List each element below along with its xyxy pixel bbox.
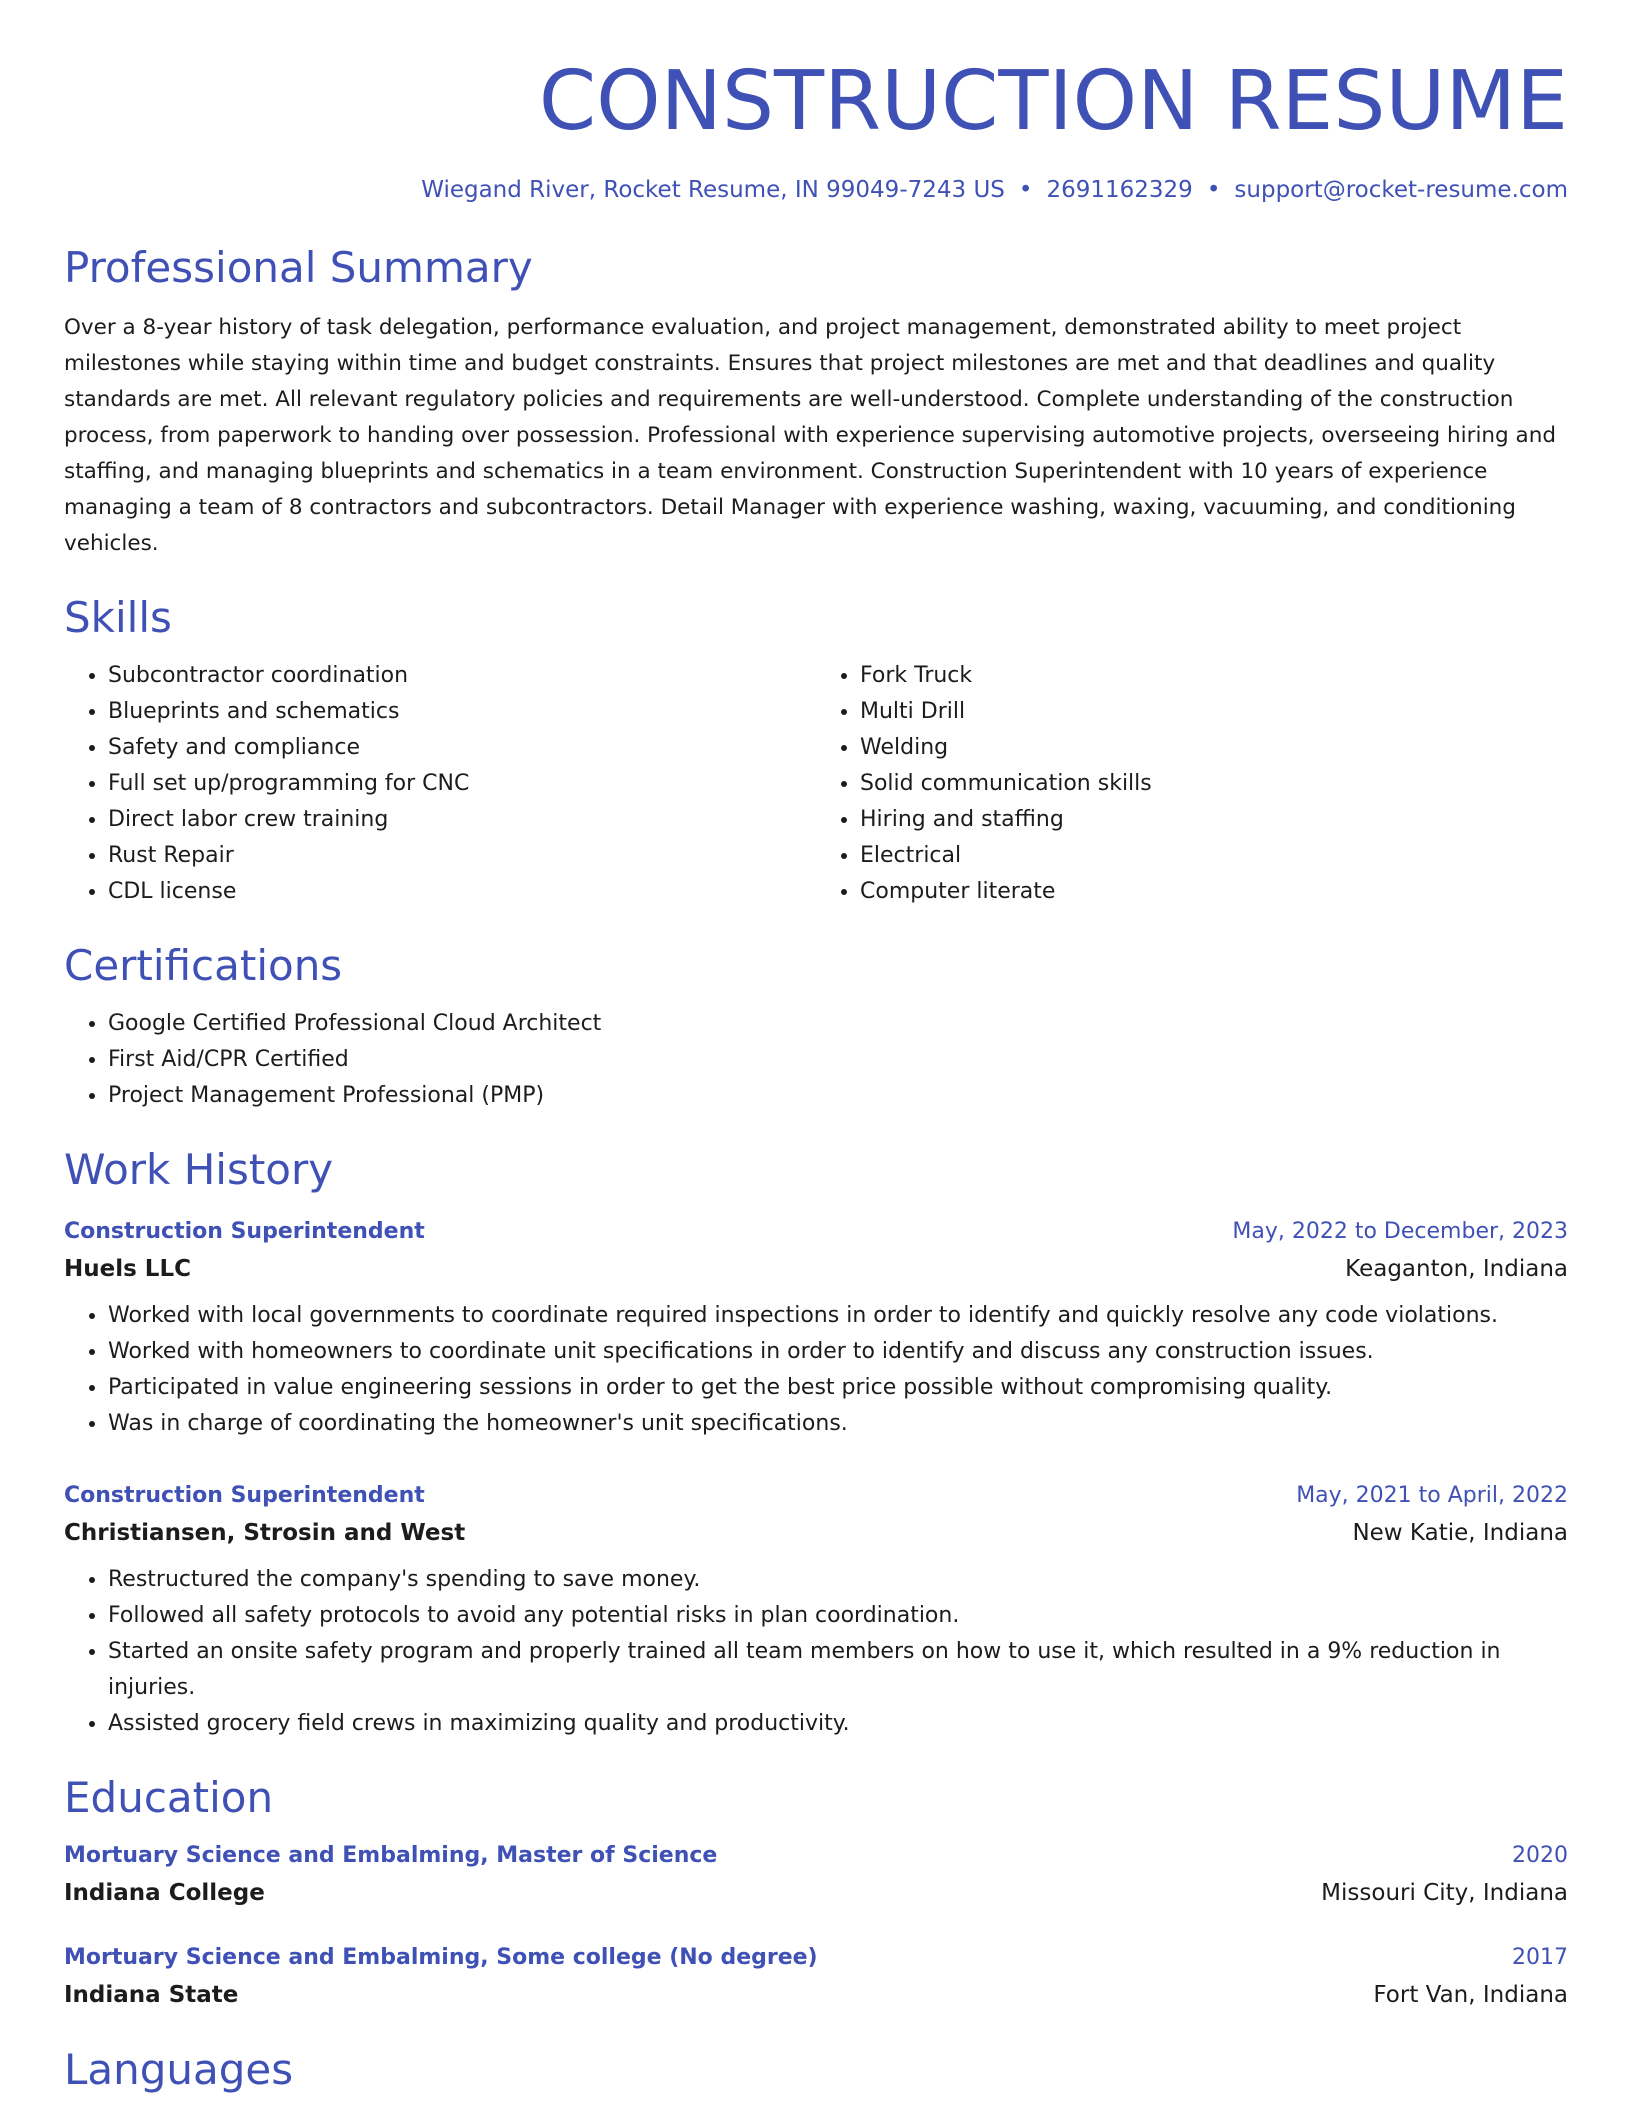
- education-year: 2020: [1512, 1843, 1568, 1868]
- contact-address: Wiegand River, Rocket Resume, IN 99049-7243 US: [421, 177, 1005, 203]
- certifications-section: [64, 938, 1568, 1114]
- certification-item: • Project Management Professional (PMP): [108, 1078, 1568, 1114]
- job-bullet: • Restructured the company's spending to save money.: [108, 1562, 1568, 1598]
- work-history-section: [64, 1142, 1568, 1742]
- job-bullet: • Followed all safety protocols to avoid any potential risks in plan coordination.: [108, 1598, 1568, 1634]
- education-school: Indiana College: [64, 1880, 265, 1906]
- skills-column-right: [816, 646, 1568, 910]
- languages-heading: Languages: [64, 2045, 294, 2094]
- job-dates: May, 2021 to April, 2022: [1296, 1483, 1568, 1508]
- job-bullet: • Participated in value engineering sessions in order to get the best price possible without compromising quality.: [108, 1370, 1568, 1406]
- education-location: Missouri City, Indiana: [1321, 1880, 1568, 1906]
- certification-item: • Google Certified Professional Cloud Architect: [108, 1006, 1568, 1042]
- skills-column-left: [64, 646, 816, 910]
- job-bullet: • Worked with homeowners to coordinate unit specifications in order to identify and discuss any construction issues.: [108, 1334, 1568, 1370]
- job-bullet: • Worked with local governments to coordinate required inspections in order to identify and quickly resolve any code violations.: [108, 1298, 1568, 1334]
- education-section: [64, 1770, 1568, 2014]
- skill-item: • Subcontractor coordination: [108, 658, 816, 694]
- skill-item: • Full set up/programming for CNC: [108, 766, 816, 802]
- job-company-row: [64, 1250, 1568, 1288]
- job-dates: May, 2022 to December, 2023: [1232, 1219, 1568, 1244]
- skills-heading: Skills: [64, 593, 172, 642]
- job-bullets: [64, 1298, 1568, 1442]
- education-header-row: [64, 1940, 1568, 1976]
- job-bullet: • Assisted grocery field crews in maximizing quality and productivity.: [108, 1706, 1568, 1742]
- work-history-heading: Work History: [64, 1145, 334, 1194]
- job-bullets: [64, 1562, 1568, 1742]
- skill-item: • Fork Truck: [860, 658, 1568, 694]
- skill-item: • Direct labor crew training: [108, 802, 816, 838]
- education-year: 2017: [1512, 1945, 1568, 1970]
- contact-separator: •: [1206, 177, 1221, 203]
- job-header-row: [64, 1478, 1568, 1514]
- education-entry: [64, 1838, 1568, 1912]
- resume-title: CONSTRUCTION RESUME: [538, 54, 1568, 149]
- skill-item: • Solid communication skills: [860, 766, 1568, 802]
- education-heading: Education: [64, 1773, 274, 1822]
- certifications-heading: Certifications: [64, 941, 343, 990]
- education-degree: Mortuary Science and Embalming, Master of Science: [64, 1843, 718, 1868]
- skill-item: • Multi Drill: [860, 694, 1568, 730]
- education-degree: Mortuary Science and Embalming, Some college (No degree): [64, 1945, 818, 1970]
- certifications-list: [64, 1006, 1568, 1114]
- job-company-row: [64, 1514, 1568, 1552]
- skill-item: • Electrical: [860, 838, 1568, 874]
- contact-separator: •: [1018, 177, 1033, 203]
- skill-item: • CDL license: [108, 874, 816, 910]
- resume-header: [64, 0, 1568, 206]
- job-bullet: • Was in charge of coordinating the homeowner's unit specifications.: [108, 1406, 1568, 1442]
- education-school: Indiana State: [64, 1982, 239, 2008]
- skill-item: • Hiring and staffing: [860, 802, 1568, 838]
- job-entry: [64, 1214, 1568, 1442]
- skill-item: • Safety and compliance: [108, 730, 816, 766]
- contact-line: [64, 174, 1568, 206]
- education-location: Fort Van, Indiana: [1373, 1982, 1568, 2008]
- job-company: Christiansen, Strosin and West: [64, 1520, 466, 1546]
- education-entry: [64, 1940, 1568, 2014]
- job-location: Keaganton, Indiana: [1345, 1256, 1568, 1282]
- job-title: Construction Superintendent: [64, 1219, 425, 1244]
- job-entry: [64, 1478, 1568, 1742]
- job-title: Construction Superintendent: [64, 1483, 425, 1508]
- summary-heading: Professional Summary: [64, 243, 533, 292]
- education-header-row: [64, 1838, 1568, 1874]
- skills-list-right: [816, 658, 1568, 910]
- skill-item: • Rust Repair: [108, 838, 816, 874]
- summary-text: Over a 8-year history of task delegation, performance evaluation, and project management, demonstrated ability to meet project milestones while staying within time and budget constraints. Ensures that project milestones are met and that deadlines and quality standards are met. All relevant regulatory policies and requirements are well-understood. Complete understanding of the construction process, from paperwork to handing over possession. Professional with experience supervising automotive projects, overseeing hiring and staffing, and managing blueprints and schematics in a team environment. Construction Superintendent with 10 years of experience managing a team of 8 contractors and subcontractors. Detail Manager with experience washing, waxing, vacuuming, and conditioning vehicles.: [64, 315, 1556, 556]
- education-school-row: [64, 1874, 1568, 1912]
- job-company: Huels LLC: [64, 1256, 191, 1282]
- skill-item: • Welding: [860, 730, 1568, 766]
- education-school-row: [64, 1976, 1568, 2014]
- job-header-row: [64, 1214, 1568, 1250]
- skills-list-left: [64, 658, 816, 910]
- skill-item: • Computer literate: [860, 874, 1568, 910]
- languages-section: [64, 2042, 1568, 2098]
- job-location: New Katie, Indiana: [1352, 1520, 1568, 1546]
- contact-email: support@rocket-resume.com: [1234, 177, 1568, 203]
- contact-phone: 2691162329: [1046, 177, 1193, 203]
- job-bullet: • Started an onsite safety program and properly trained all team members on how to use it, which resulted in a 9% reduction in injuries.: [108, 1634, 1568, 1706]
- skills-columns: [64, 646, 1568, 910]
- certification-item: • First Aid/CPR Certified: [108, 1042, 1568, 1078]
- skills-section: [64, 590, 1568, 910]
- skill-item: • Blueprints and schematics: [108, 694, 816, 730]
